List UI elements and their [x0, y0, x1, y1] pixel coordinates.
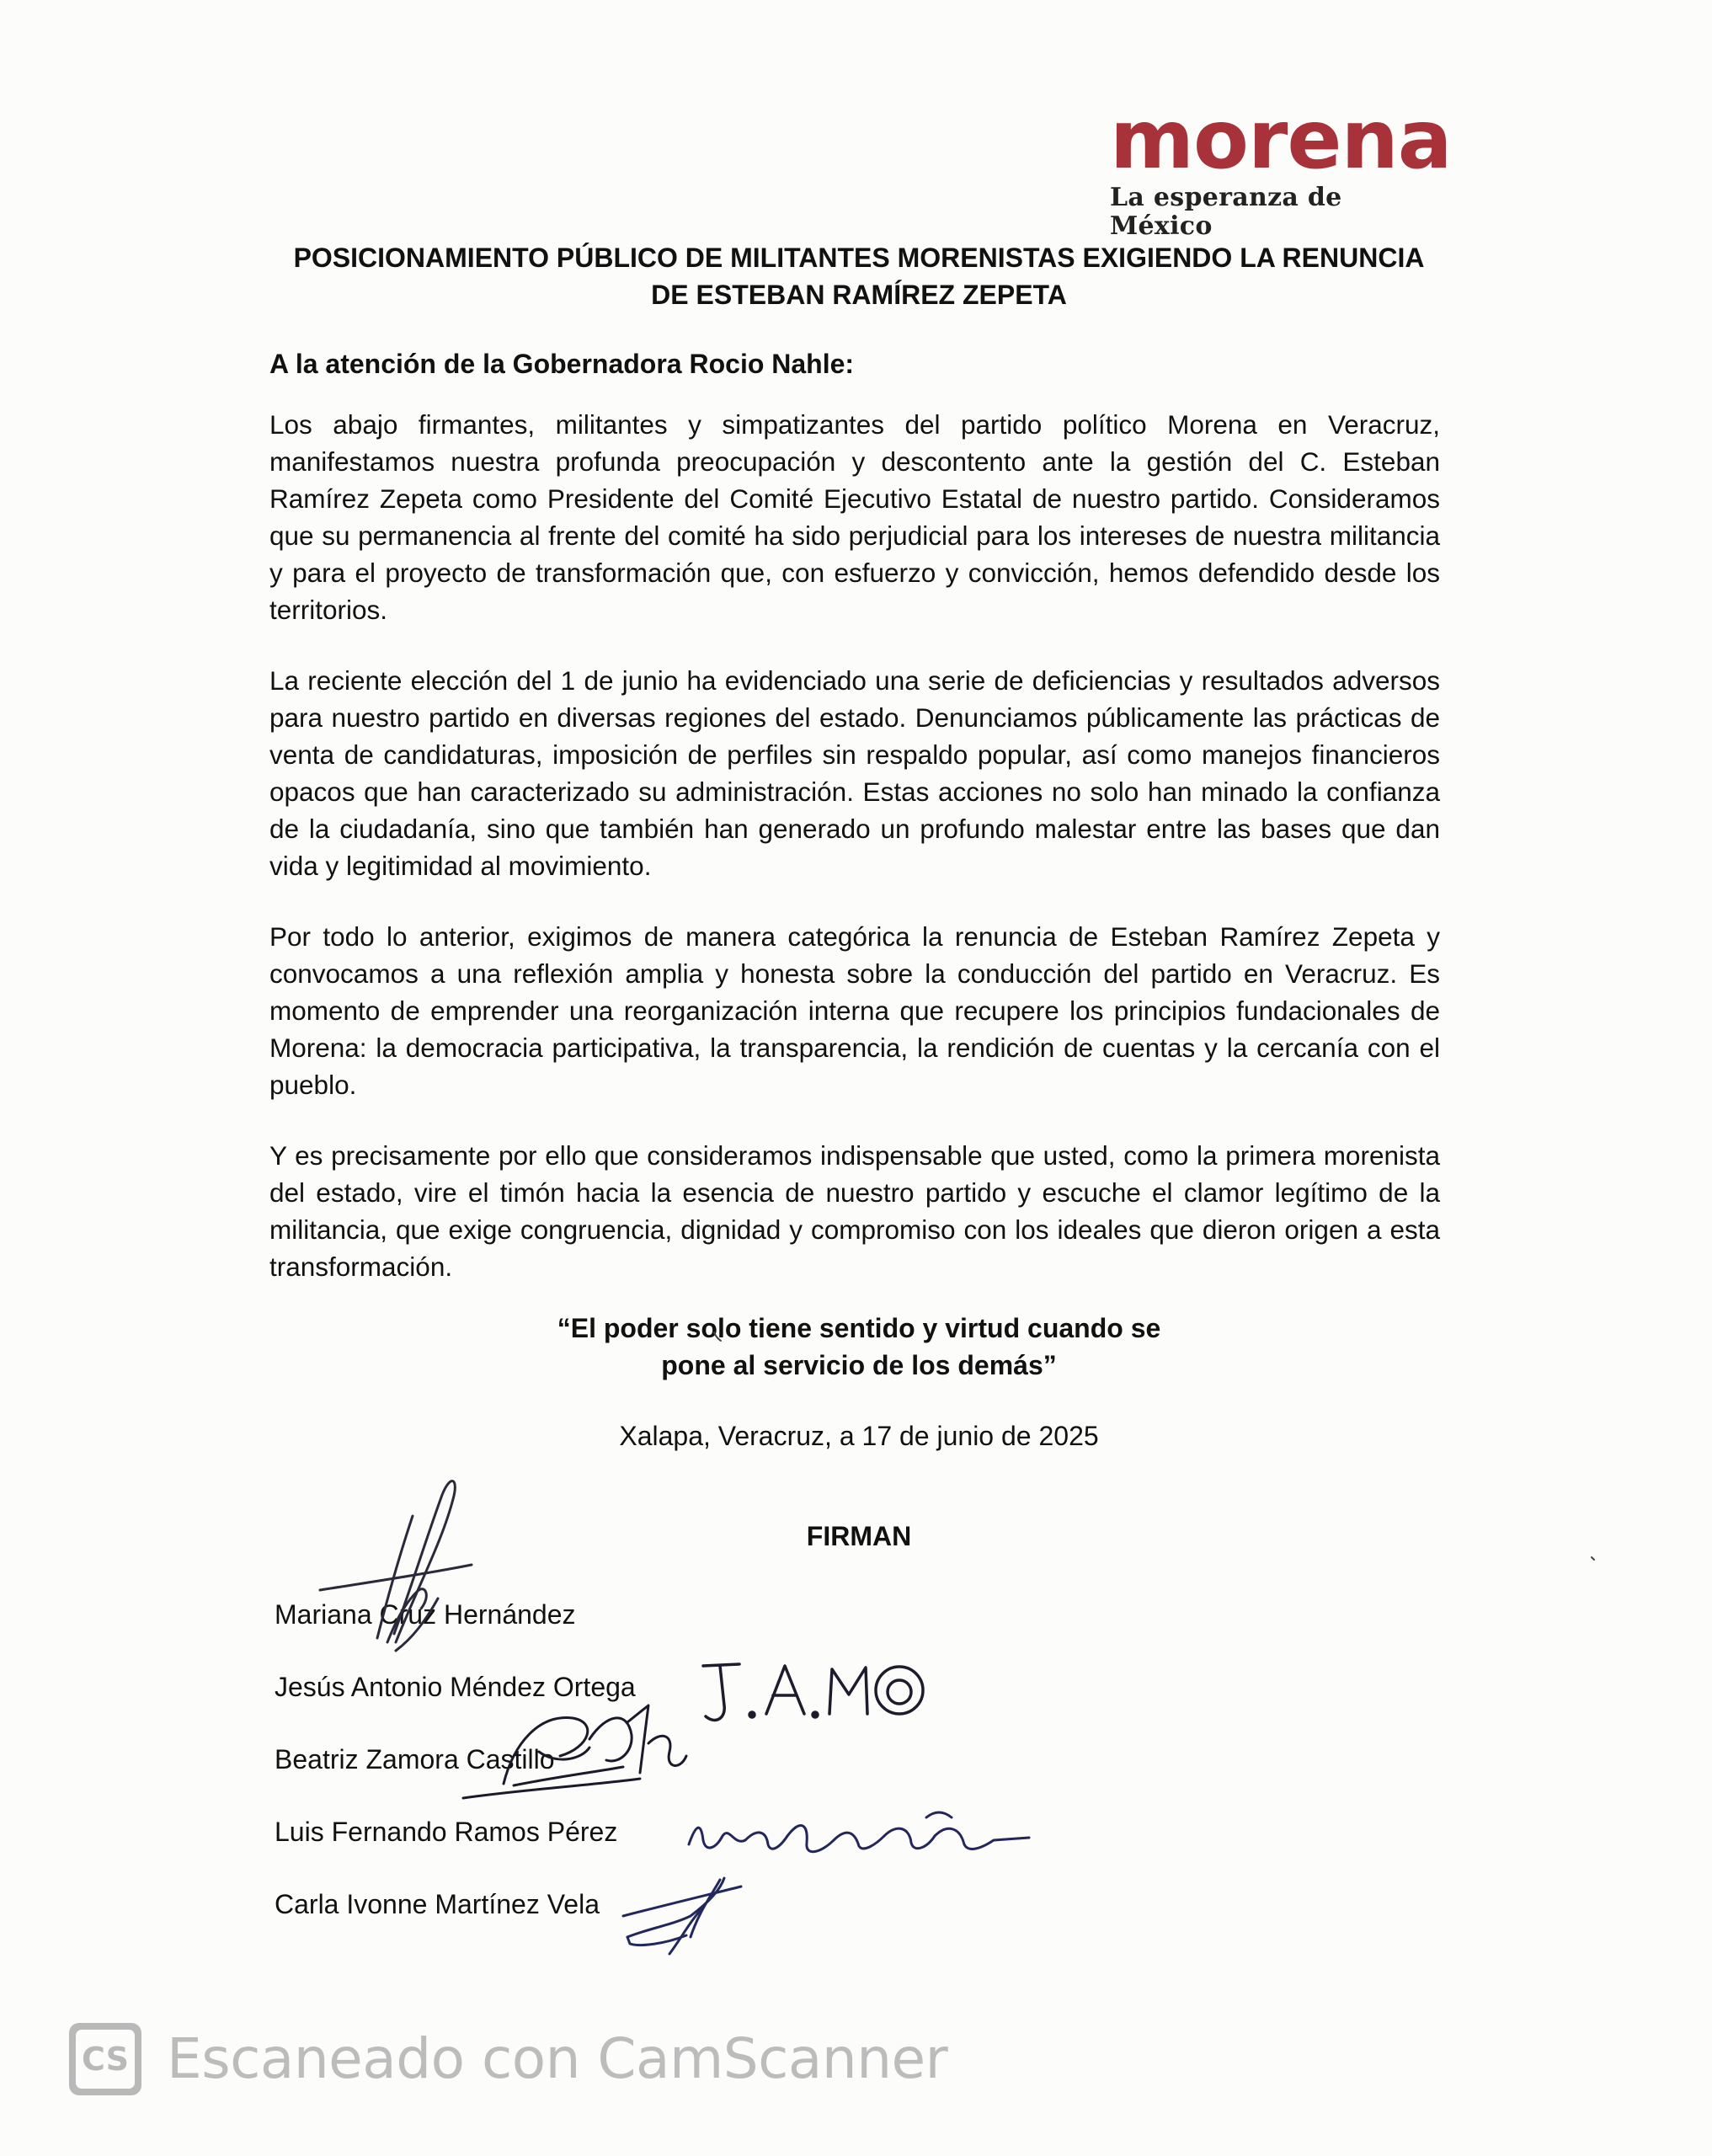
document-title: POSICIONAMIENTO PÚBLICO DE MILITANTES MORENISTAS EXIGIENDO LA RENUNCIA DE ESTEBAN RAMÍREZ ZEPETA: [293, 243, 1425, 310]
signer-name: Beatriz Zamora Castillo: [275, 1744, 555, 1774]
signer-name: Jesús Antonio Méndez Ortega: [275, 1672, 636, 1702]
signer-name: Carla Ivonne Martínez Vela: [275, 1889, 600, 1919]
morena-logo: [1110, 93, 1452, 241]
salutation: A la atención de la Gobernadora Rocio Nahle:: [269, 349, 855, 379]
camscanner-badge-text: CS: [76, 2030, 135, 2089]
paragraph-3: Por todo lo anterior, exigimos de manera categórica la renuncia de Esteban Ramírez Zepeta y convocamos a una reflexión amplia y honesta sobre la conducción del partido en Veracruz. Es momento de emprender una reorganización interna que recupere los principios fundacionales de Morena: la democracia participativa, la transparencia, la rendición de cuentas y la cercanía con el pueblo.: [269, 921, 1440, 1100]
signer-name: Luis Fernando Ramos Pérez: [275, 1817, 618, 1847]
logo-wordmark: morena: [1110, 93, 1452, 187]
logo-tagline: La esperanza de México: [1110, 183, 1342, 241]
place-date: Xalapa, Veracruz, a 17 de junio de 2025: [619, 1421, 1099, 1451]
signers-list: [275, 1596, 1032, 1958]
camscanner-watermark: [69, 2021, 947, 2097]
camscanner-text: Escaneado con CamScanner: [167, 2026, 948, 2091]
signatures-heading: FIRMAN: [806, 1521, 912, 1551]
paragraph-1: Los abajo firmantes, militantes y simpatizantes del partido político Morena en Veracruz, manifestamos nuestra profunda preocupación y descontento ante la gestión del C. Esteban Ramírez Zepeta como Presidente del Comité Ejecutivo Estatal de nuestro partido. Consideramos que su permanencia al frente del comité ha sido perjudicial para los intereses de nuestra militancia y para el proyecto de transformación que, con esfuerzo y convicción, hemos defendido desde los territorios.: [269, 409, 1440, 625]
paragraph-2: La reciente elección del 1 de junio ha evidenciado una serie de deficiencias y resultados adversos para nuestro partido en diversas regiones del estado. Denunciamos públicamente las prácticas de venta de candidaturas, imposición de perfiles sin respaldo popular, así como manejos financieros opacos que han caracterizado su administración. Estas acciones no solo han minado la confianza de la ciudadanía, sino que también han generado un profundo malestar entre las bases que dan vida y legitimidad al movimiento.: [269, 665, 1440, 881]
letter-body: [269, 406, 1440, 1319]
quote-line-2: pone al servicio de los demás”: [661, 1350, 1057, 1380]
paragraph-4: Y es precisamente por ello que consideramos indispensable que usted, como la primera morenista del estado, vire el timón hacia la esencia de nuestro partido y escuche el clamor legítimo de la militancia, que exige congruencia, dignidad y compromiso con los ideales que dieron origen a esta transformación.: [269, 1140, 1440, 1282]
closing-quote: [438, 1310, 1280, 1384]
signer-name: Mariana Cruz Hernández: [275, 1599, 576, 1630]
camscanner-logo-icon: [69, 2023, 141, 2095]
quote-line-1: “El poder solo tiene sentido y virtud cuando se: [557, 1313, 1161, 1343]
